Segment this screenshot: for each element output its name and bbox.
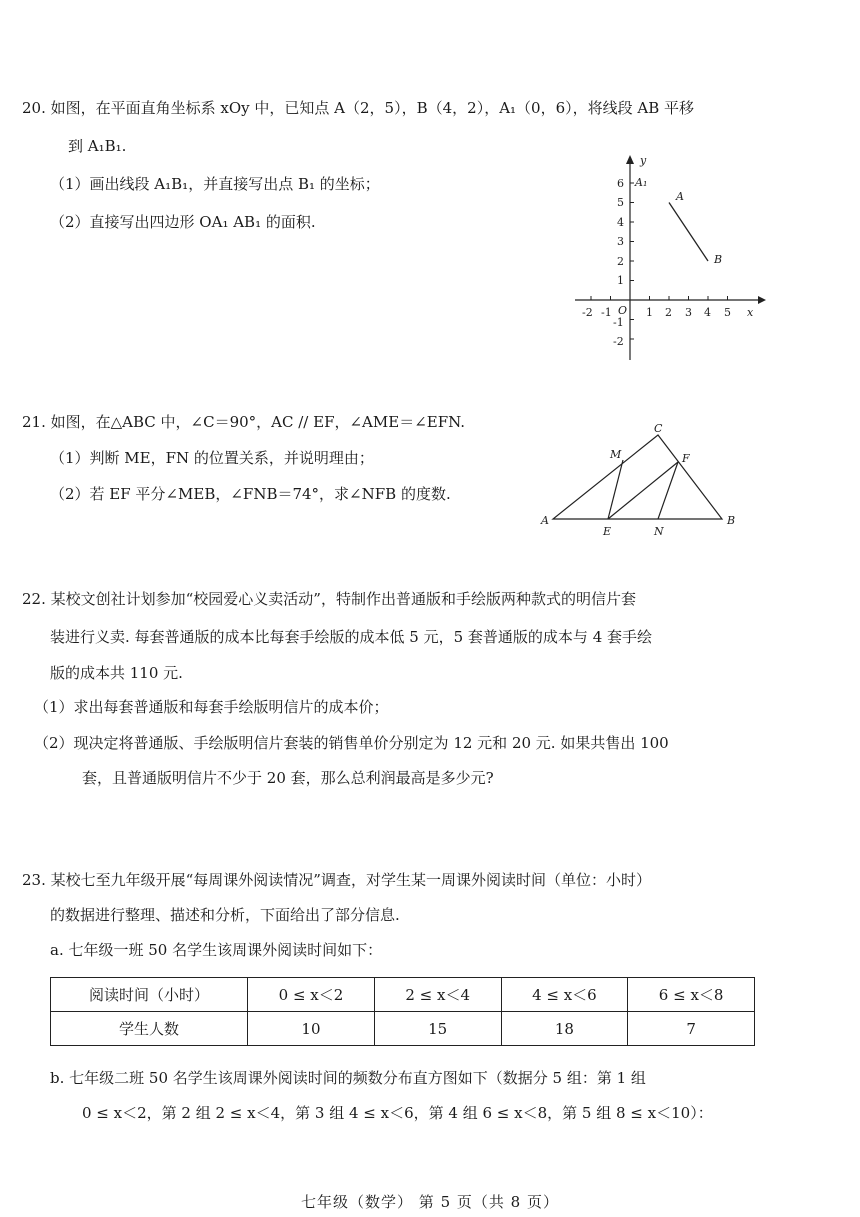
- q20-part1: （1）画出线段 A₁B₁，并直接写出点 B₁ 的坐标；: [50, 175, 380, 193]
- table-header-cell: 6 ≤ x＜8: [628, 978, 755, 1012]
- table-header-row: [51, 978, 755, 1012]
- y-tick-3: 3: [617, 235, 624, 248]
- table-header-cell: 2 ≤ x＜4: [374, 978, 501, 1012]
- table-row: [51, 1012, 755, 1046]
- q22-line3: 版的成本共 110 元.: [50, 664, 183, 682]
- table-cell: 15: [374, 1012, 501, 1046]
- table-cell: 10: [248, 1012, 375, 1046]
- q20-coordinate-figure: [560, 150, 770, 365]
- table-cell: 18: [501, 1012, 628, 1046]
- q20-stem-line1: 20. 如图，在平面直角坐标系 xOy 中，已知点 A（2，5），B（4，2），A₁（0，6），将线段 AB 平移: [22, 99, 695, 117]
- table-header-cell: 阅读时间（小时）: [51, 978, 248, 1012]
- point-a-label: A: [676, 190, 684, 203]
- q23-info-b-line2: 0 ≤ x＜2，第 2 组 2 ≤ x＜4，第 3 组 4 ≤ x＜6，第 4 组 6 ≤ x＜8，第 5 组 8 ≤ x＜10）：: [82, 1104, 713, 1122]
- q21-stem: 21. 如图，在△ABC 中，∠C＝90°，AC // EF，∠AME＝∠EFN.: [22, 413, 466, 431]
- label-e: E: [603, 525, 612, 538]
- q22-line1: 22. 某校文创社计划参加“校园爱心义卖活动”，特制作出普通版和手绘版两种款式的明信片套: [22, 590, 636, 608]
- table-header-cell: 4 ≤ x＜6: [501, 978, 628, 1012]
- y-tick-neg1: -1: [613, 316, 624, 329]
- origin-label: O: [618, 304, 628, 317]
- x-axis-arrow-icon: [758, 296, 766, 304]
- label-c: C: [654, 422, 663, 435]
- label-m: M: [610, 448, 622, 461]
- q23-info-a: a. 七年级一班 50 名学生该周课外阅读时间如下：: [50, 941, 383, 959]
- q23-info-b-line1: b. 七年级二班 50 名学生该周课外阅读时间的频数分布直方图如下（数据分 5 组：第 1 组: [50, 1069, 646, 1087]
- y-tick-5: 5: [617, 196, 624, 209]
- y-tick-1: 1: [617, 274, 624, 287]
- x-tick-5: 5: [724, 306, 731, 319]
- label-b: B: [727, 514, 736, 527]
- label-a: A: [541, 514, 549, 527]
- y-axis-arrow-icon: [626, 155, 634, 164]
- point-a1-label: A₁: [635, 176, 648, 189]
- y-axis-label: y: [640, 154, 647, 167]
- q23-line1: 23. 某校七至九年级开展“每周课外阅读情况”调查，对学生某一周课外阅读时间（单位：小时）: [22, 871, 651, 889]
- q23-line2: 的数据进行整理、描述和分析，下面给出了部分信息.: [50, 906, 400, 924]
- label-n: N: [654, 525, 664, 538]
- x-tick-neg2: -2: [582, 306, 593, 319]
- table-cell: 学生人数: [51, 1012, 248, 1046]
- y-tick-neg2: -2: [613, 335, 624, 348]
- q20-part2: （2）直接写出四边形 OA₁ AB₁ 的面积.: [50, 213, 316, 231]
- point-b-label: B: [714, 253, 723, 266]
- q21-part2: （2）若 EF 平分∠MEB，∠FNB＝74°，求∠NFB 的度数.: [50, 485, 451, 503]
- x-tick-neg1: -1: [601, 306, 612, 319]
- y-tick-4: 4: [617, 216, 624, 229]
- triangle-abc: [553, 435, 722, 519]
- y-tick-6: 6: [617, 177, 624, 190]
- q20-stem-line2: 到 A₁B₁.: [68, 137, 127, 155]
- q21-part1: （1）判断 ME，FN 的位置关系，并说明理由；: [50, 449, 374, 467]
- x-tick-3: 3: [685, 306, 692, 319]
- reading-time-table: [50, 977, 755, 1046]
- q22-line2: 装进行义卖. 每套普通版的成本比每套手绘版的成本低 5 元，5 套普通版的成本与 4 套手绘: [50, 628, 653, 646]
- x-axis-label: x: [747, 306, 754, 319]
- y-tick-2: 2: [617, 255, 624, 268]
- segment-ab: [669, 203, 708, 262]
- x-tick-1: 1: [646, 306, 653, 319]
- label-f: F: [682, 452, 690, 465]
- q21-triangle-figure: [530, 418, 750, 542]
- x-tick-4: 4: [704, 306, 711, 319]
- q22-part2-line1: （2）现决定将普通版、手绘版明信片套装的销售单价分别定为 12 元和 20 元. 如果共售出 100: [34, 734, 669, 752]
- x-tick-2: 2: [665, 306, 672, 319]
- page-footer: 七年级（数学） 第 5 页（共 8 页）: [301, 1193, 559, 1211]
- table-cell: 7: [628, 1012, 755, 1046]
- q22-part2-line2: 套，且普通版明信片不少于 20 套，那么总利润最高是多少元?: [82, 769, 494, 787]
- table-header-cell: 0 ≤ x＜2: [248, 978, 375, 1012]
- q22-part1: （1）求出每套普通版和每套手绘版明信片的成本价；: [34, 698, 389, 716]
